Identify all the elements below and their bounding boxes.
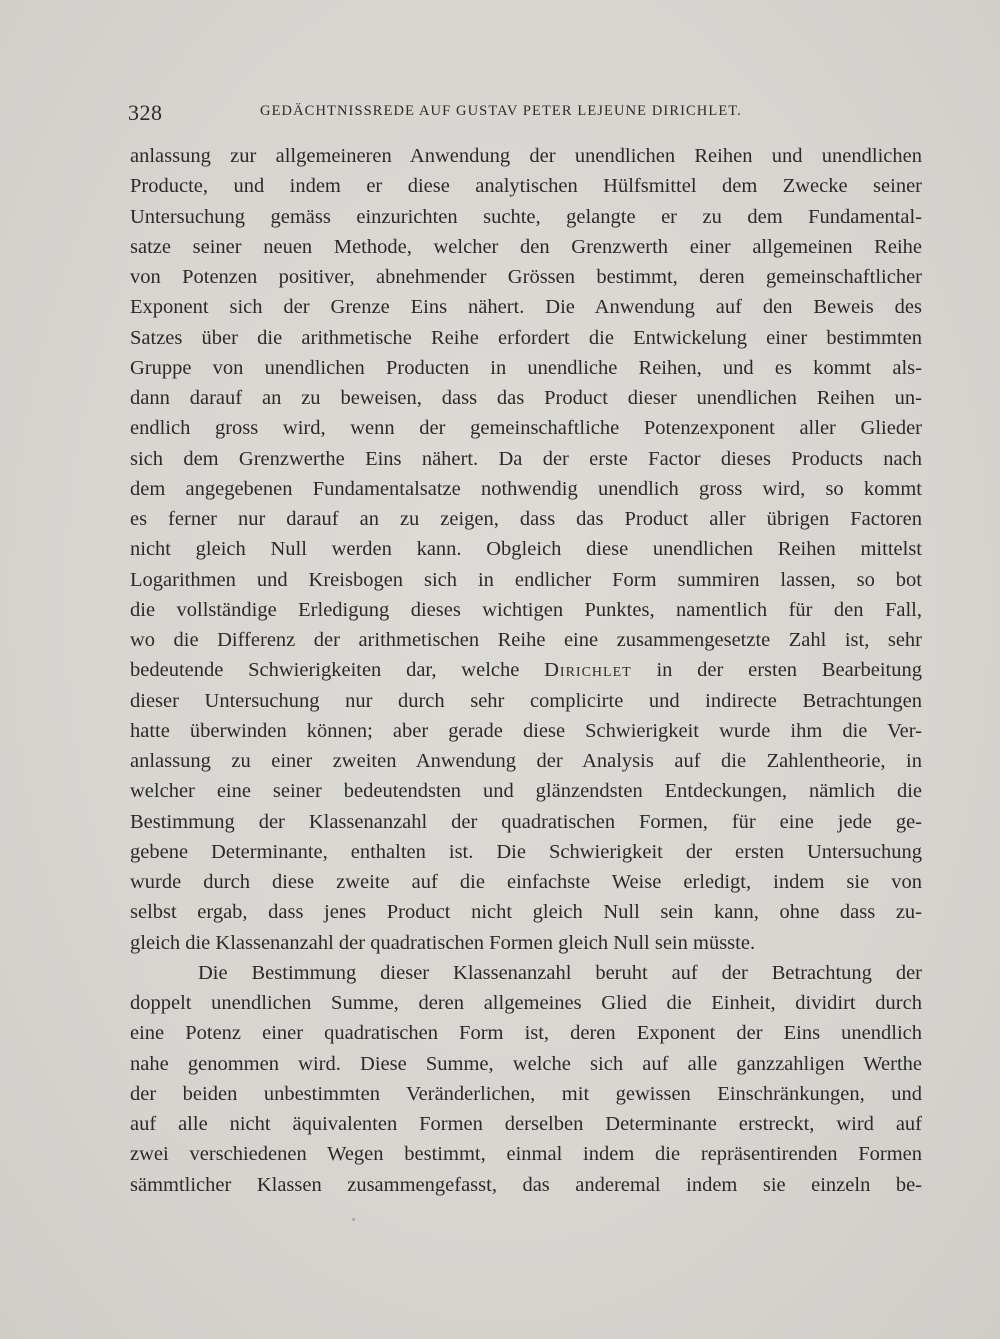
text-line: anlassung zur allgemeineren Anwendung der unendlichen Reihen und unendlichen [130, 145, 922, 167]
text-line: auf alle nicht äquivalenten Formen derselben Determinante erstreckt, wird auf [130, 1113, 922, 1135]
text-line: selbst ergab, dass jenes Product nicht gleich Null sein kann, ohne dass zu- [130, 901, 922, 924]
text-line: Exponent sich der Grenze Eins nähert. Die Anwendung auf den Beweis des [130, 296, 922, 319]
text-line: sämmtlicher Klassen zusammengefasst, das anderemal indem sie einzeln be- [130, 1173, 922, 1196]
text-line: nahe genommen wird. Diese Summe, welche sich auf alle ganzzahligen Werthe [130, 1052, 922, 1075]
text-line: dem angegebenen Fundamentalsatze nothwendig unendlich gross wird, so kommt [130, 477, 922, 500]
text-line: von Potenzen positiver, abnehmender Grössen bestimmt, deren gemeinschaftlicher [130, 266, 922, 288]
text-line-paragraph-start: Die Bestimmung dieser Klassenanzahl beruht auf der Betrachtung der [198, 961, 922, 984]
text-line: die vollständige Erledigung dieses wichtigen Punktes, namentlich für den Fall, [130, 598, 922, 621]
text-line: welcher eine seiner bedeutendsten und glänzendsten Entdeckungen, nämlich die [130, 780, 922, 803]
text-line: zwei verschiedenen Wegen bestimmt, einmal indem die repräsentirenden Formen [130, 1143, 922, 1166]
text-fragment: bedeutende Schwierigkeiten dar, welche [130, 659, 520, 682]
text-line: anlassung zu einer zweiten Anwendung der Analysis auf die Zahlentheorie, in [130, 750, 922, 772]
text-line: Untersuchung gemäss einzurichten suchte, gelangte er zu dem Fundamental- [130, 205, 922, 228]
author-name: Dirichlet [544, 659, 632, 682]
text-line: wurde durch diese zweite auf die einfachste Weise erledigt, indem sie von [130, 871, 922, 893]
running-head: GEDÄCHTNISSREDE AUF GUSTAV PETER LEJEUNE DIRICHLET. [260, 103, 742, 119]
text-line: dieser Untersuchung nur durch sehr complicirte und indirecte Betrachtungen [130, 689, 922, 712]
text-line-paragraph-end: gleich die Klassenanzahl der quadratischen Formen gleich Null sein müsste. [130, 931, 756, 954]
text-line: Producte, und indem er diese analytischen Hülfsmittel dem Zwecke seiner [130, 175, 922, 198]
body-text [130, 141, 922, 1200]
text-line: Logarithmen und Kreisbogen sich in endlicher Form summiren lassen, so bot [130, 568, 922, 591]
text-line: doppelt unendlichen Summe, deren allgemeines Glied die Einheit, dividirt durch [130, 992, 922, 1014]
paper-speck [352, 1218, 355, 1221]
text-line: Bestimmung der Klassenanzahl der quadratischen Formen, für eine jede ge- [130, 810, 922, 833]
text-line: nicht gleich Null werden kann. Obgleich diese unendlichen Reihen mittelst [130, 538, 922, 561]
text-line: sich dem Grenzwerthe Eins nähert. Da der erste Factor dieses Products nach [130, 447, 922, 470]
text-line: Satzes über die arithmetische Reihe erfordert die Entwickelung einer bestimmten [130, 326, 922, 349]
text-line: dann darauf an zu beweisen, dass das Product dieser unendlichen Reihen un- [130, 387, 922, 409]
text-line: gebene Determinante, enthalten ist. Die Schwierigkeit der ersten Untersuchung [130, 840, 922, 863]
text-fragment: in der ersten Bearbeitung [656, 659, 923, 682]
text-line: der beiden unbestimmten Veränderlichen, mit gewissen Einschränkungen, und [130, 1082, 922, 1105]
text-line: Gruppe von unendlichen Producten in unendliche Reihen, und es kommt als- [130, 356, 922, 379]
text-line: endlich gross wird, wenn der gemeinschaftliche Potenzexponent aller Glieder [130, 417, 922, 440]
text-line-with-name [130, 655, 922, 685]
page-header [128, 100, 920, 130]
text-line: hatte überwinden können; aber gerade diese Schwierigkeit wurde ihm die Ver- [130, 719, 922, 742]
text-line: es ferner nur darauf an zu zeigen, dass das Product aller übrigen Factoren [130, 508, 922, 530]
text-line: eine Potenz einer quadratischen Form ist, deren Exponent der Eins unendlich [130, 1022, 922, 1045]
page-number: 328 [128, 100, 163, 125]
text-line: satze seiner neuen Methode, welcher den Grenzwerth einer allgemeinen Reihe [130, 235, 922, 258]
text-line: wo die Differenz der arithmetischen Reihe eine zusammengesetzte Zahl ist, sehr [130, 629, 922, 651]
